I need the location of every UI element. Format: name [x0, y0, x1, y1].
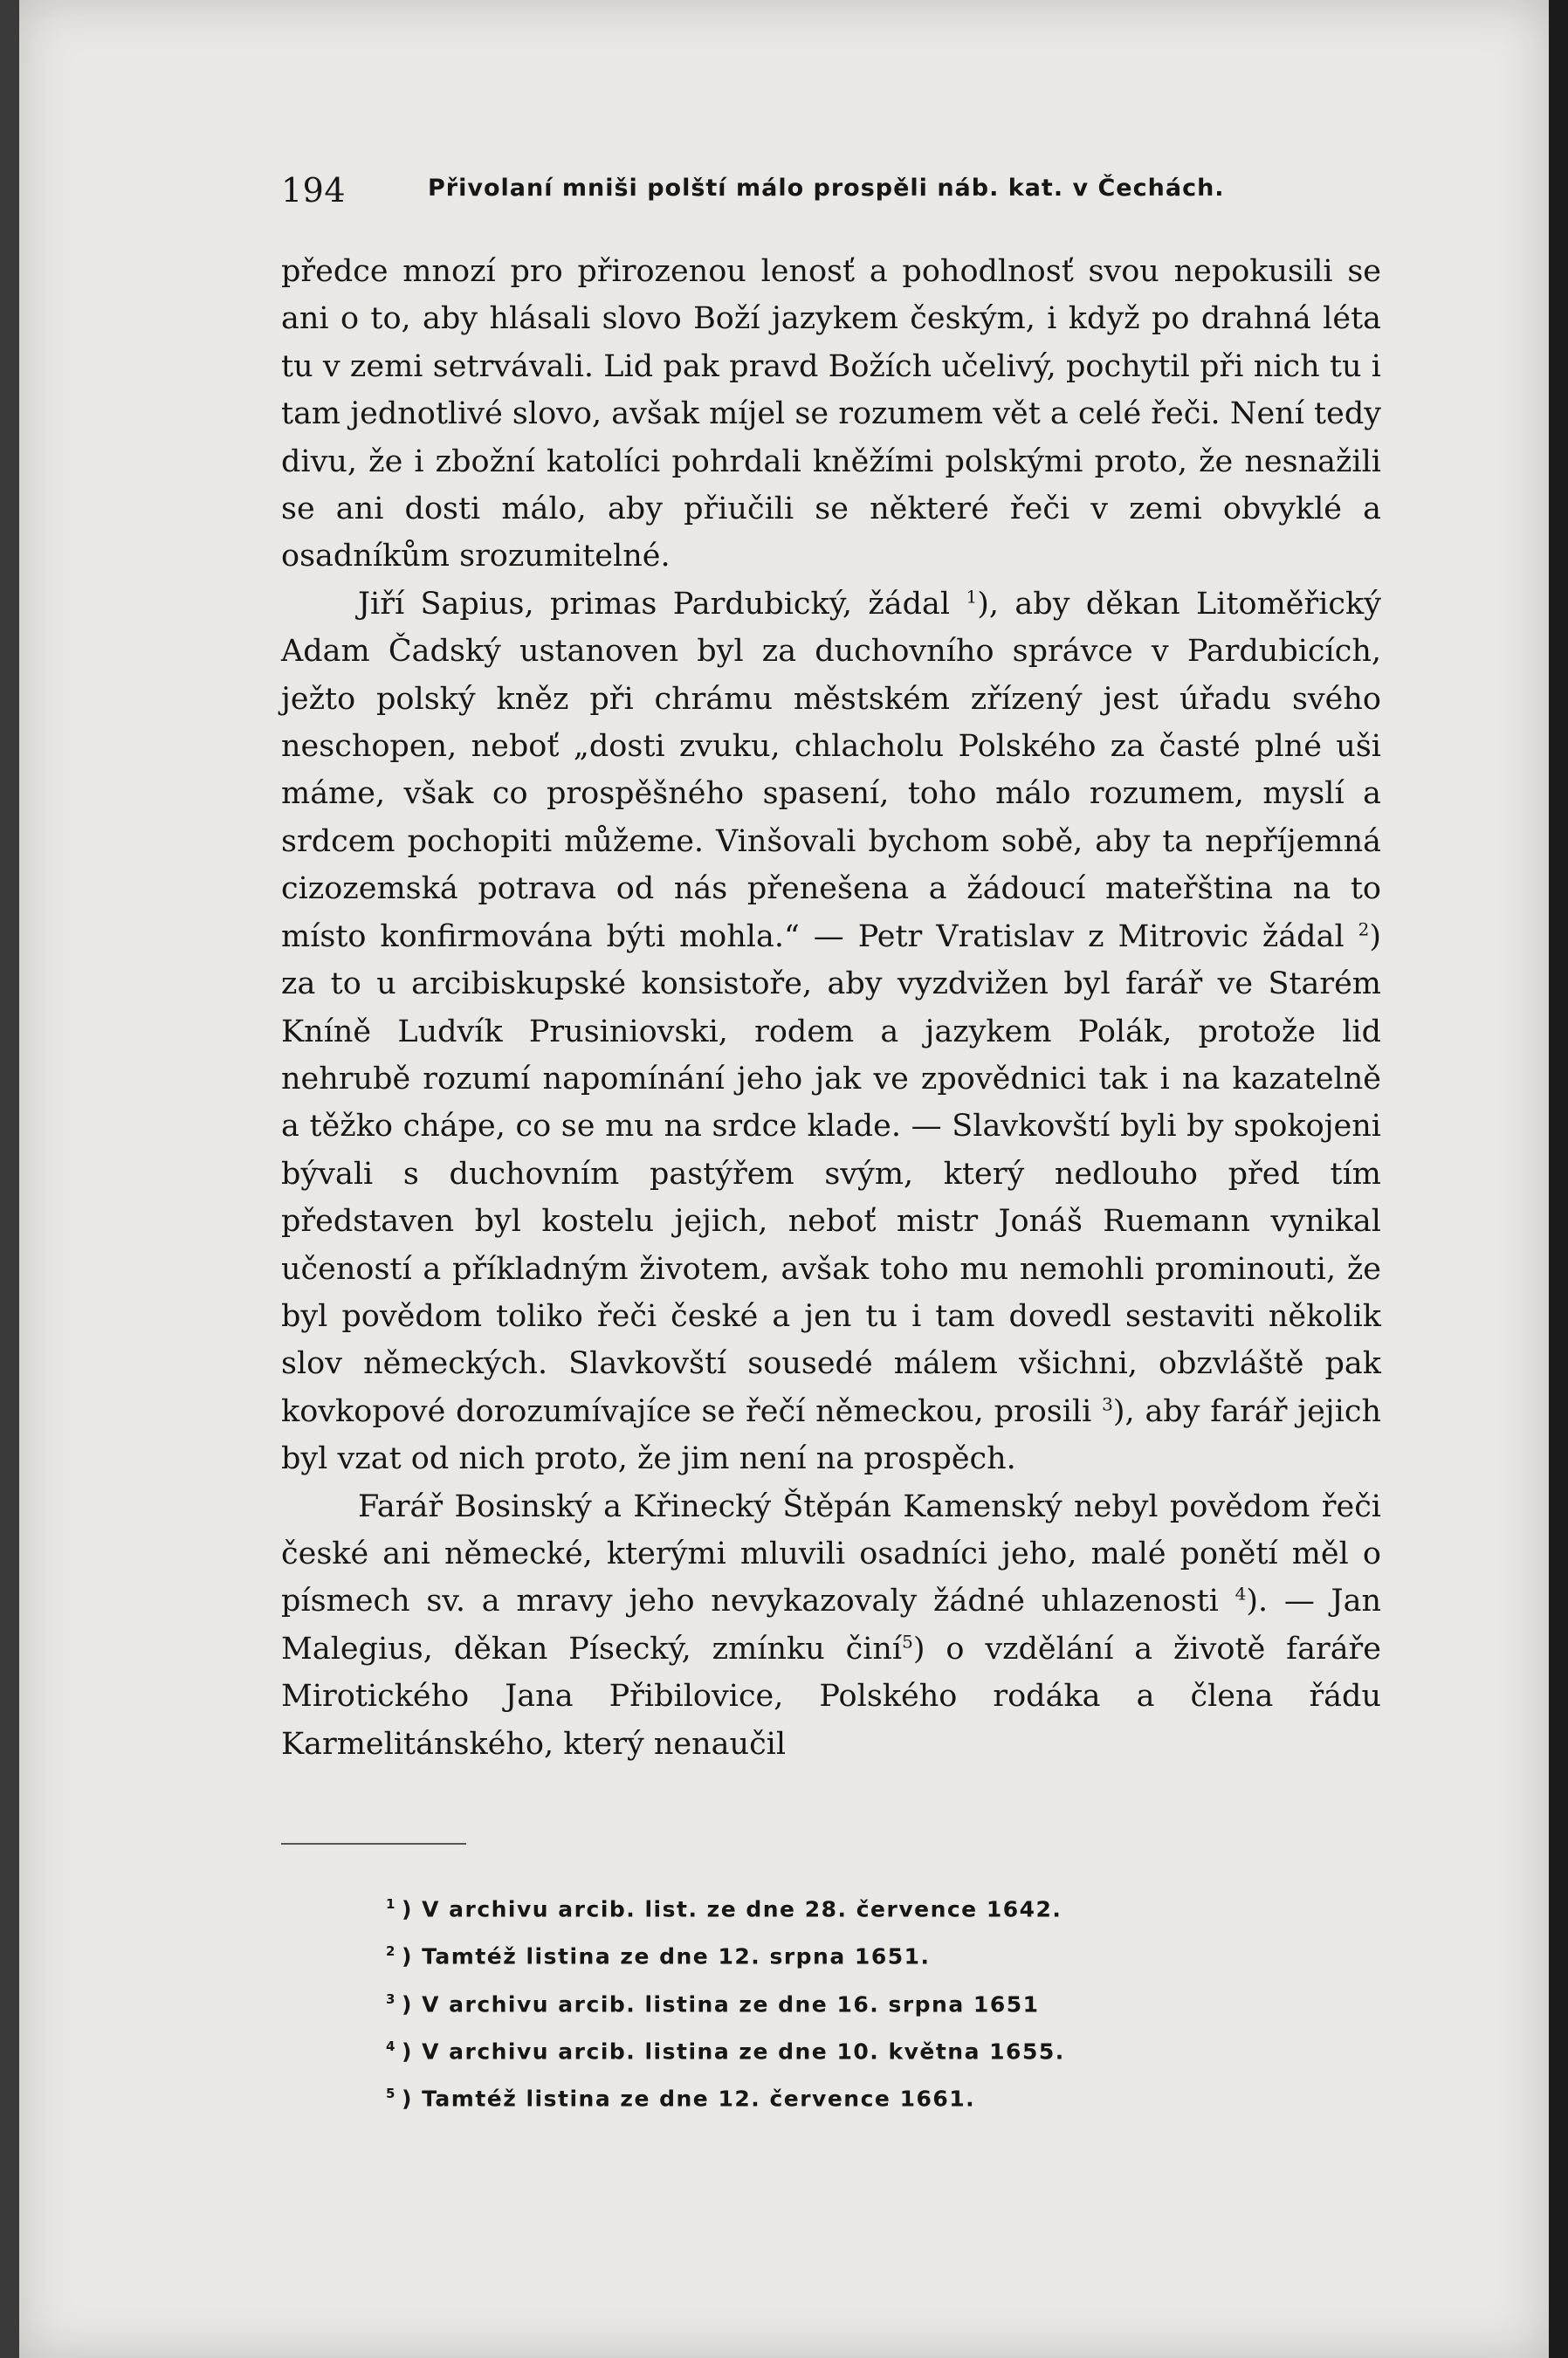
scan-left-edge: [0, 0, 19, 2358]
paragraph-text: Farář Bosinský a Křinecký Štěpán Kamenský nebyl povědom řeči české ani německé, kterými mluvili osadníci jeho, malé ponětí měl o písmech sv. a mravy jeho nevykazovaly žádné uhlazenosti: [281, 1488, 1381, 1619]
paragraph-text: ), aby děkan Litoměřický Adam Čadský ustanoven byl za duchovního správce v Pardubicích, ježto polský kněz při chrámu městském zřízený jest úřadu svého neschopen, neboť „dosti zvuku, chlacholu Polského za časté plné uši máme, však co prospěšného spasení, toho málo rozumem, myslí a srdcem pochopiti můžeme. Vinšovali bychom sobě, aby ta nepříjemná cizozemská potrava od nás přenešena a žádoucí mateřština na to místo konfirmována býti mohla.“ — Petr Vratislav z Mitrovic žádal: [281, 586, 1381, 954]
paragraph-text: Jiří Sapius, primas Pardubický, žádal: [358, 586, 966, 622]
footnote-divider: [281, 1843, 466, 1845]
paragraph: [281, 248, 1381, 581]
footnote-text: ) V archivu arcib. listina ze dne 10. května 1655.: [401, 2038, 1065, 2065]
footnote: [386, 2073, 1381, 2120]
paragraph-text: ) o vzdělání a životě faráře Mirotického Jana Přibilovice, Polského rodáka a člena řádu Karmelitánského, který nenaučil: [281, 1631, 1382, 1762]
footnote-text: ) Tamtéž listina ze dne 12. srpna 1651.: [401, 1943, 931, 1970]
book-page: [281, 166, 1381, 2121]
paragraph: [281, 1483, 1381, 1768]
footnote: [386, 1883, 1381, 1930]
footnote-mark: 5: [386, 2086, 396, 2102]
paragraph-text: ) za to u arcibiskupské konsistoře, aby vyzdvižen byl farář ve Starém Kníně Ludvík Prusiniovski, rodem a jazykem Polák, protože lid nehrubě rozumí napomínání jeho jak ve zpovědnici tak i na kazatelně a těžko chápe, co se mu na srdce klade. — Slavkovští byli by spokojeni bývali s duchovním pastýřem svým, který nedlouho před tím představen byl kostelu jejich, neboť mistr Jonáš Ruemann vynikal učeností a příkladným životem, avšak toho mu nemohli prominouti, že byl povědom toliko řeči české a jen tu i tam dovedl sestaviti několik slov německých. Slavkovští sousedé málem všichni, obzvláště pak kovkopové dorozumívajíce se řečí německou, prosili: [281, 918, 1381, 1429]
footnote-mark: 2: [386, 1943, 396, 1960]
paragraph-text: ), aby farář jejich byl vzat od nich proto, že jim není na prospěch.: [281, 1393, 1381, 1477]
footnotes: [281, 1883, 1381, 2121]
scan-right-edge: [1549, 0, 1568, 2358]
footnote: [386, 1930, 1381, 1977]
scanned-page: [19, 0, 1549, 2358]
page-number: 194: [281, 171, 347, 210]
footnote-reference: 5: [902, 1631, 913, 1653]
footnote-mark: 1: [386, 1896, 396, 1912]
footnote-reference: 2: [1358, 918, 1370, 940]
footnote-reference: 3: [1102, 1393, 1113, 1415]
footnote-mark: 4: [386, 2038, 396, 2054]
footnote: [386, 1978, 1381, 2025]
footnote-reference: 1: [966, 586, 978, 608]
paragraph: [281, 581, 1381, 1483]
footnote-text: ) V archivu arcib. listina ze dne 16. srpna 1651: [401, 1990, 1040, 2017]
footnote-text: ) Tamtéž listina ze dne 12. července 1661.: [401, 2086, 976, 2112]
footnote-reference: 4: [1234, 1583, 1247, 1605]
paragraph-text: předce mnozí pro přirozenou lenosť a pohodlnosť svou nepokusili se ani o to, aby hlásali slovo Boží jazykem českým, i když po drahná léta tu v zemi setrvávali. Lid pak pravd Božích učelivý, pochytil při nich tu i tam jednotlivé slovo, avšak míjel se rozumem vět a celé řeči. Není tedy divu, že i zbožní katolíci pohrdali kněžími polskými proto, že nesnažili se ani dosti málo, aby přiučili se některé řeči v zemi obvyklé a osadníkům srozumitelné.: [281, 254, 1381, 574]
body-text: [281, 248, 1381, 1768]
footnote-text: ) V archivu arcib. list. ze dne 28. července 1642.: [401, 1896, 1063, 1922]
footnote-mark: 3: [386, 1990, 396, 2007]
page-header: [281, 166, 1381, 218]
running-head: Přivolaní mniši polští málo prospěli náb. kat. v Čechách.: [428, 175, 1225, 202]
footnote: [386, 2025, 1381, 2073]
paragraph-text: ). — Jan Malegius, děkan Písecký, zmínku činí: [281, 1584, 1381, 1667]
